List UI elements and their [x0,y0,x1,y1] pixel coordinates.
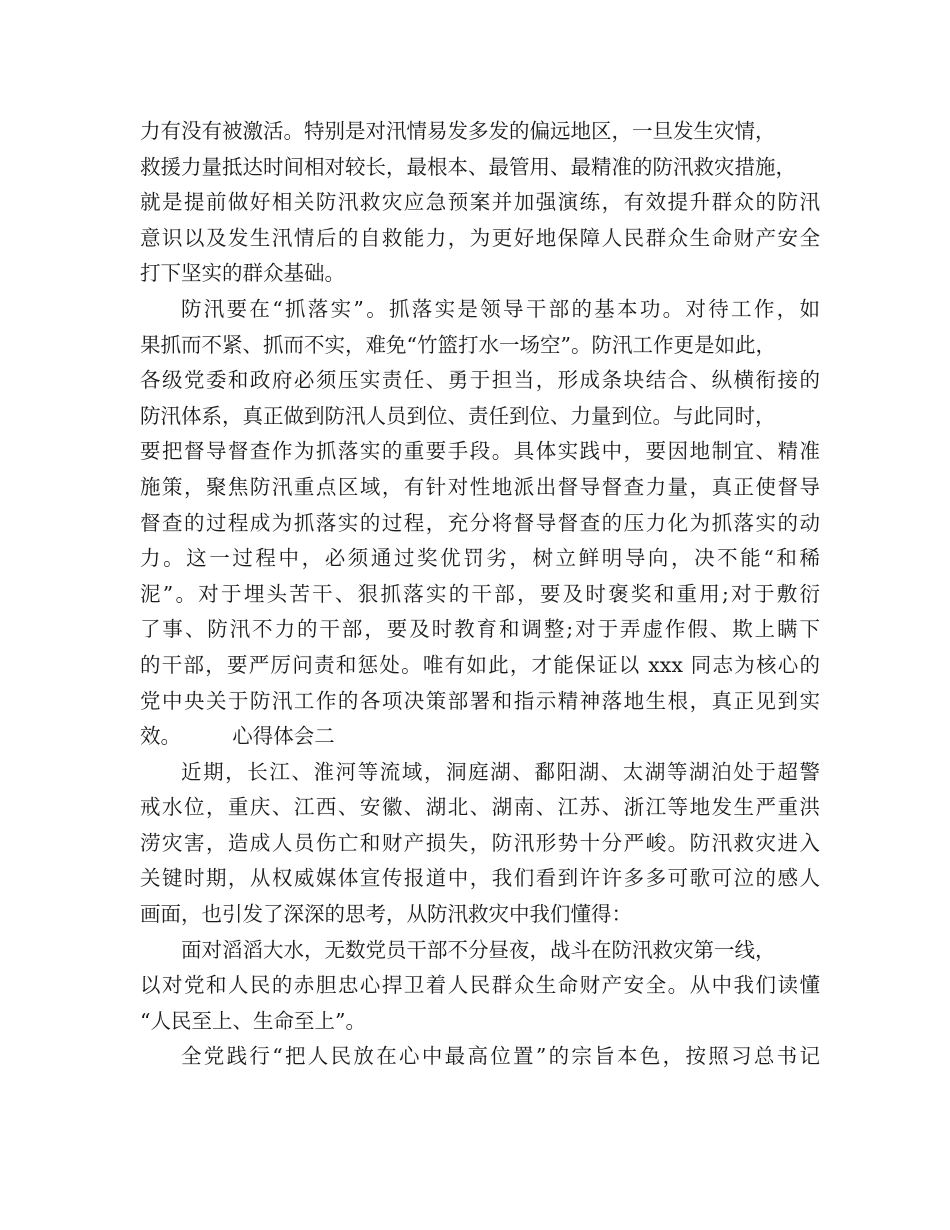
text-line: 意识以及发生汛情后的自救能力，为更好地保障人民群众生命财产安全 [140,225,820,250]
text-line: 涝灾害，造成人员伤亡和财产损失，防汛形势十分严峻。防汛救灾进入 [140,830,820,855]
text-line: 以对党和人民的赤胆忠心捍卫着人民群众生命财产安全。从中我们读懂 [140,973,820,998]
text-line: 防汛体系，真正做到防汛人员到位、责任到位、力量到位。与此同时， [140,403,776,428]
text-line: 救援力量抵达时间相对较长，最根本、最管用、最精准的防汛救灾措施， [140,154,796,179]
text-line: 果抓而不紧、抓而不实，难免“竹篮打水一场空”。防汛工作更是如此， [140,332,776,357]
text-line: 全党践行“把人民放在心中最高位置”的宗旨本色，按照习总书记 [181,1044,820,1069]
text-line: 打下坚实的群众基础。 [140,261,345,286]
text-line: 关键时期，从权威媒体宣传报道中，我们看到许许多多可歌可泣的感人 [140,866,820,891]
text-line: 督查的过程成为抓落实的过程，充分将督导督查的压力化为抓落实的动 [140,510,820,535]
text-line: 力有没有被激活。特别是对汛情易发多发的偏远地区，一旦发生灾情， [140,119,776,143]
text-line: 近期，长江、淮河等流域，洞庭湖、鄱阳湖、太湖等湖泊处于超警 [181,759,820,784]
text-line: 施策，聚焦防汛重点区域，有针对性地派出督导督查力量，真正使督导 [140,474,820,499]
text-line: 泥”。对于埋头苦干、狠抓落实的干部，要及时褒奖和重用;对于敷衍 [140,581,820,606]
text-line: 力。这一过程中，必须通过奖优罚劣，树立鲜明导向，决不能“和稀 [140,546,820,571]
text-line: 防汛要在“抓落实”。抓落实是领导干部的基本功。对待工作，如 [181,296,820,321]
text-line: 就是提前做好相关防汛救灾应急预案并加强演练，有效提升群众的防汛 [140,190,820,215]
text-line: 要把督导督查作为抓落实的重要手段。具体实践中，要因地制宜、精准 [140,439,820,464]
text-line: 戒水位，重庆、江西、安徽、湖北、湖南、江苏、浙江等地发生严重洪 [140,795,820,820]
text-line: 面对滔滔大水，无数党员干部不分昼夜，战斗在防汛救灾第一线， [181,937,776,962]
text-line: 党中央关于防汛工作的各项决策部署和指示精神落地生根，真正见到实 [140,688,820,713]
text-line: 效。 心得体会二 [140,724,335,749]
text-line: “人民至上、生命至上”。 [140,1008,366,1033]
document-body [140,114,820,1075]
text-line: 的干部，要严厉问责和惩处。唯有如此，才能保证以 xxx 同志为核心的 [140,652,820,677]
text-line: 了事、防汛不力的干部，要及时教育和调整;对于弄虚作假、欺上瞒下 [140,617,820,642]
text-line: 各级党委和政府必须压实责任、勇于担当，形成条块结合、纵横衔接的 [140,368,820,393]
text-line: 画面，也引发了深深的思考，从防汛救灾中我们懂得： [140,902,632,927]
